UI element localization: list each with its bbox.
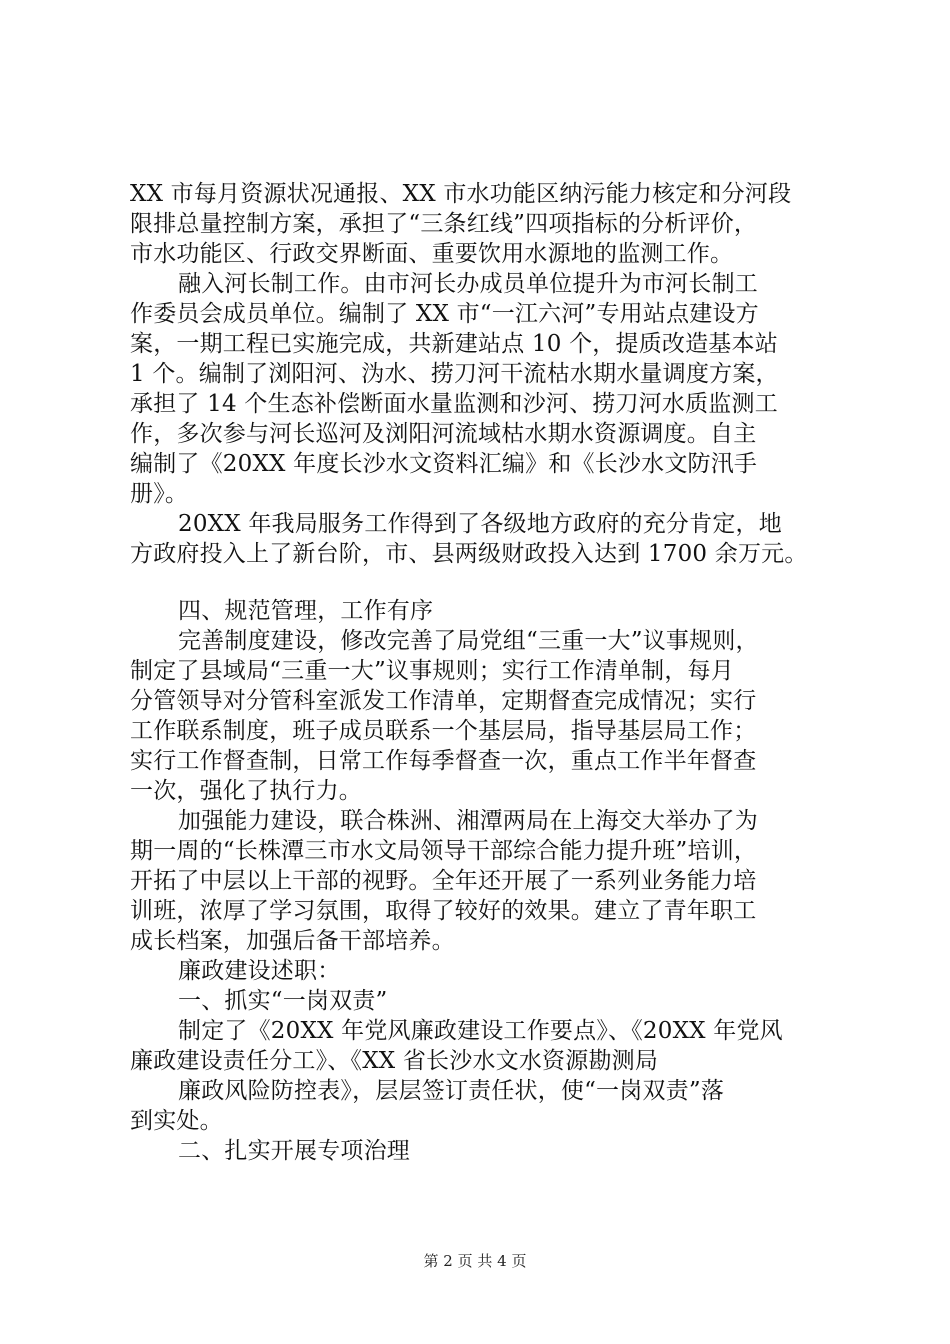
text-line: 开拓了中层以上干部的视野。全年还开展了一系列业务能力培 [130, 868, 757, 894]
text-line: 实行工作督查制，日常工作每季督查一次，重点工作半年督查 [130, 748, 757, 774]
text-line: 融入河长制工作。由市河长办成员单位提升为市河长制工 [178, 271, 758, 297]
text-line: 限排总量控制方案，承担了“三条红线”四项指标的分析评价， [130, 211, 758, 237]
text-line: 承担了 14 个生态补偿断面水量监测和沙河、捞刀河水质监测工 [130, 391, 778, 417]
text-line: 制定了《20XX 年党风廉政建设工作要点》、《20XX 年党风 [178, 1018, 783, 1044]
text-line: 1 个。编制了浏阳河、沩水、捞刀河干流枯水期水量调度方案， [130, 361, 779, 387]
text-line: 案，一期工程已实施完成，共新建站点 10 个，提质改造基本站 [130, 331, 778, 357]
text-line: 作委员会成员单位。编制了 XX 市“一江六河”专用站点建设方 [130, 301, 759, 327]
text-line: 到实处。 [130, 1108, 223, 1134]
text-line: 训班，浓厚了学习氛围，取得了较好的效果。建立了青年职工 [130, 898, 757, 924]
text-line: 制定了县域局“三重一大”议事规则；实行工作清单制，每月 [130, 658, 734, 684]
text-line: 工作联系制度，班子成员联系一个基层局，指导基层局工作； [130, 718, 757, 744]
page-number-footer: 第 2 页 共 4 页 [423, 1252, 527, 1270]
text-line: 作，多次参与河长巡河及浏阳河流域枯水期水资源调度。自主 [130, 421, 757, 447]
text-line: 册》。 [130, 481, 189, 507]
text-line: XX 市每月资源状况通报、XX 市水功能区纳污能力核定和分河段 [130, 181, 792, 207]
section-heading: 四、规范管理，工作有序 [178, 598, 434, 624]
text-line: 市水功能区、行政交界断面、重要饮用水源地的监测工作。 [130, 241, 734, 267]
text-line: 期一周的“长株潭三市水文局领导干部综合能力提升班”培训， [130, 838, 758, 864]
section-heading: 一、抓实“一岗双责” [178, 988, 388, 1014]
text-line: 加强能力建设，联合株洲、湘潭两局在上海交大举办了为 [178, 808, 758, 834]
text-line: 编制了《20XX 年度长沙水文资料汇编》和《长沙水文防汛手 [130, 451, 758, 477]
text-line: 完善制度建设，修改完善了局党组“三重一大”议事规则， [178, 628, 759, 654]
text-line: 分管领导对分管科室派发工作清单，定期督查完成情况；实行 [130, 688, 757, 714]
text-line: 廉政风险防控表》，层层签订责任状，使“一岗双责”落 [178, 1078, 725, 1104]
section-heading: 二、扎实开展专项治理 [178, 1138, 410, 1164]
text-line: 廉政建设责任分工》、《XX 省长沙水文水资源勘测局 [130, 1048, 659, 1074]
text-line: 方政府投入上了新台阶，市、县两级财政投入达到 1700 余万元。 [130, 541, 808, 567]
section-heading: 廉政建设述职： [178, 958, 341, 984]
text-line: 一次，强化了执行力。 [130, 778, 362, 804]
text-line: 成长档案，加强后备干部培养。 [130, 928, 455, 954]
text-line: 20XX 年我局服务工作得到了各级地方政府的充分肯定，地 [178, 511, 782, 537]
